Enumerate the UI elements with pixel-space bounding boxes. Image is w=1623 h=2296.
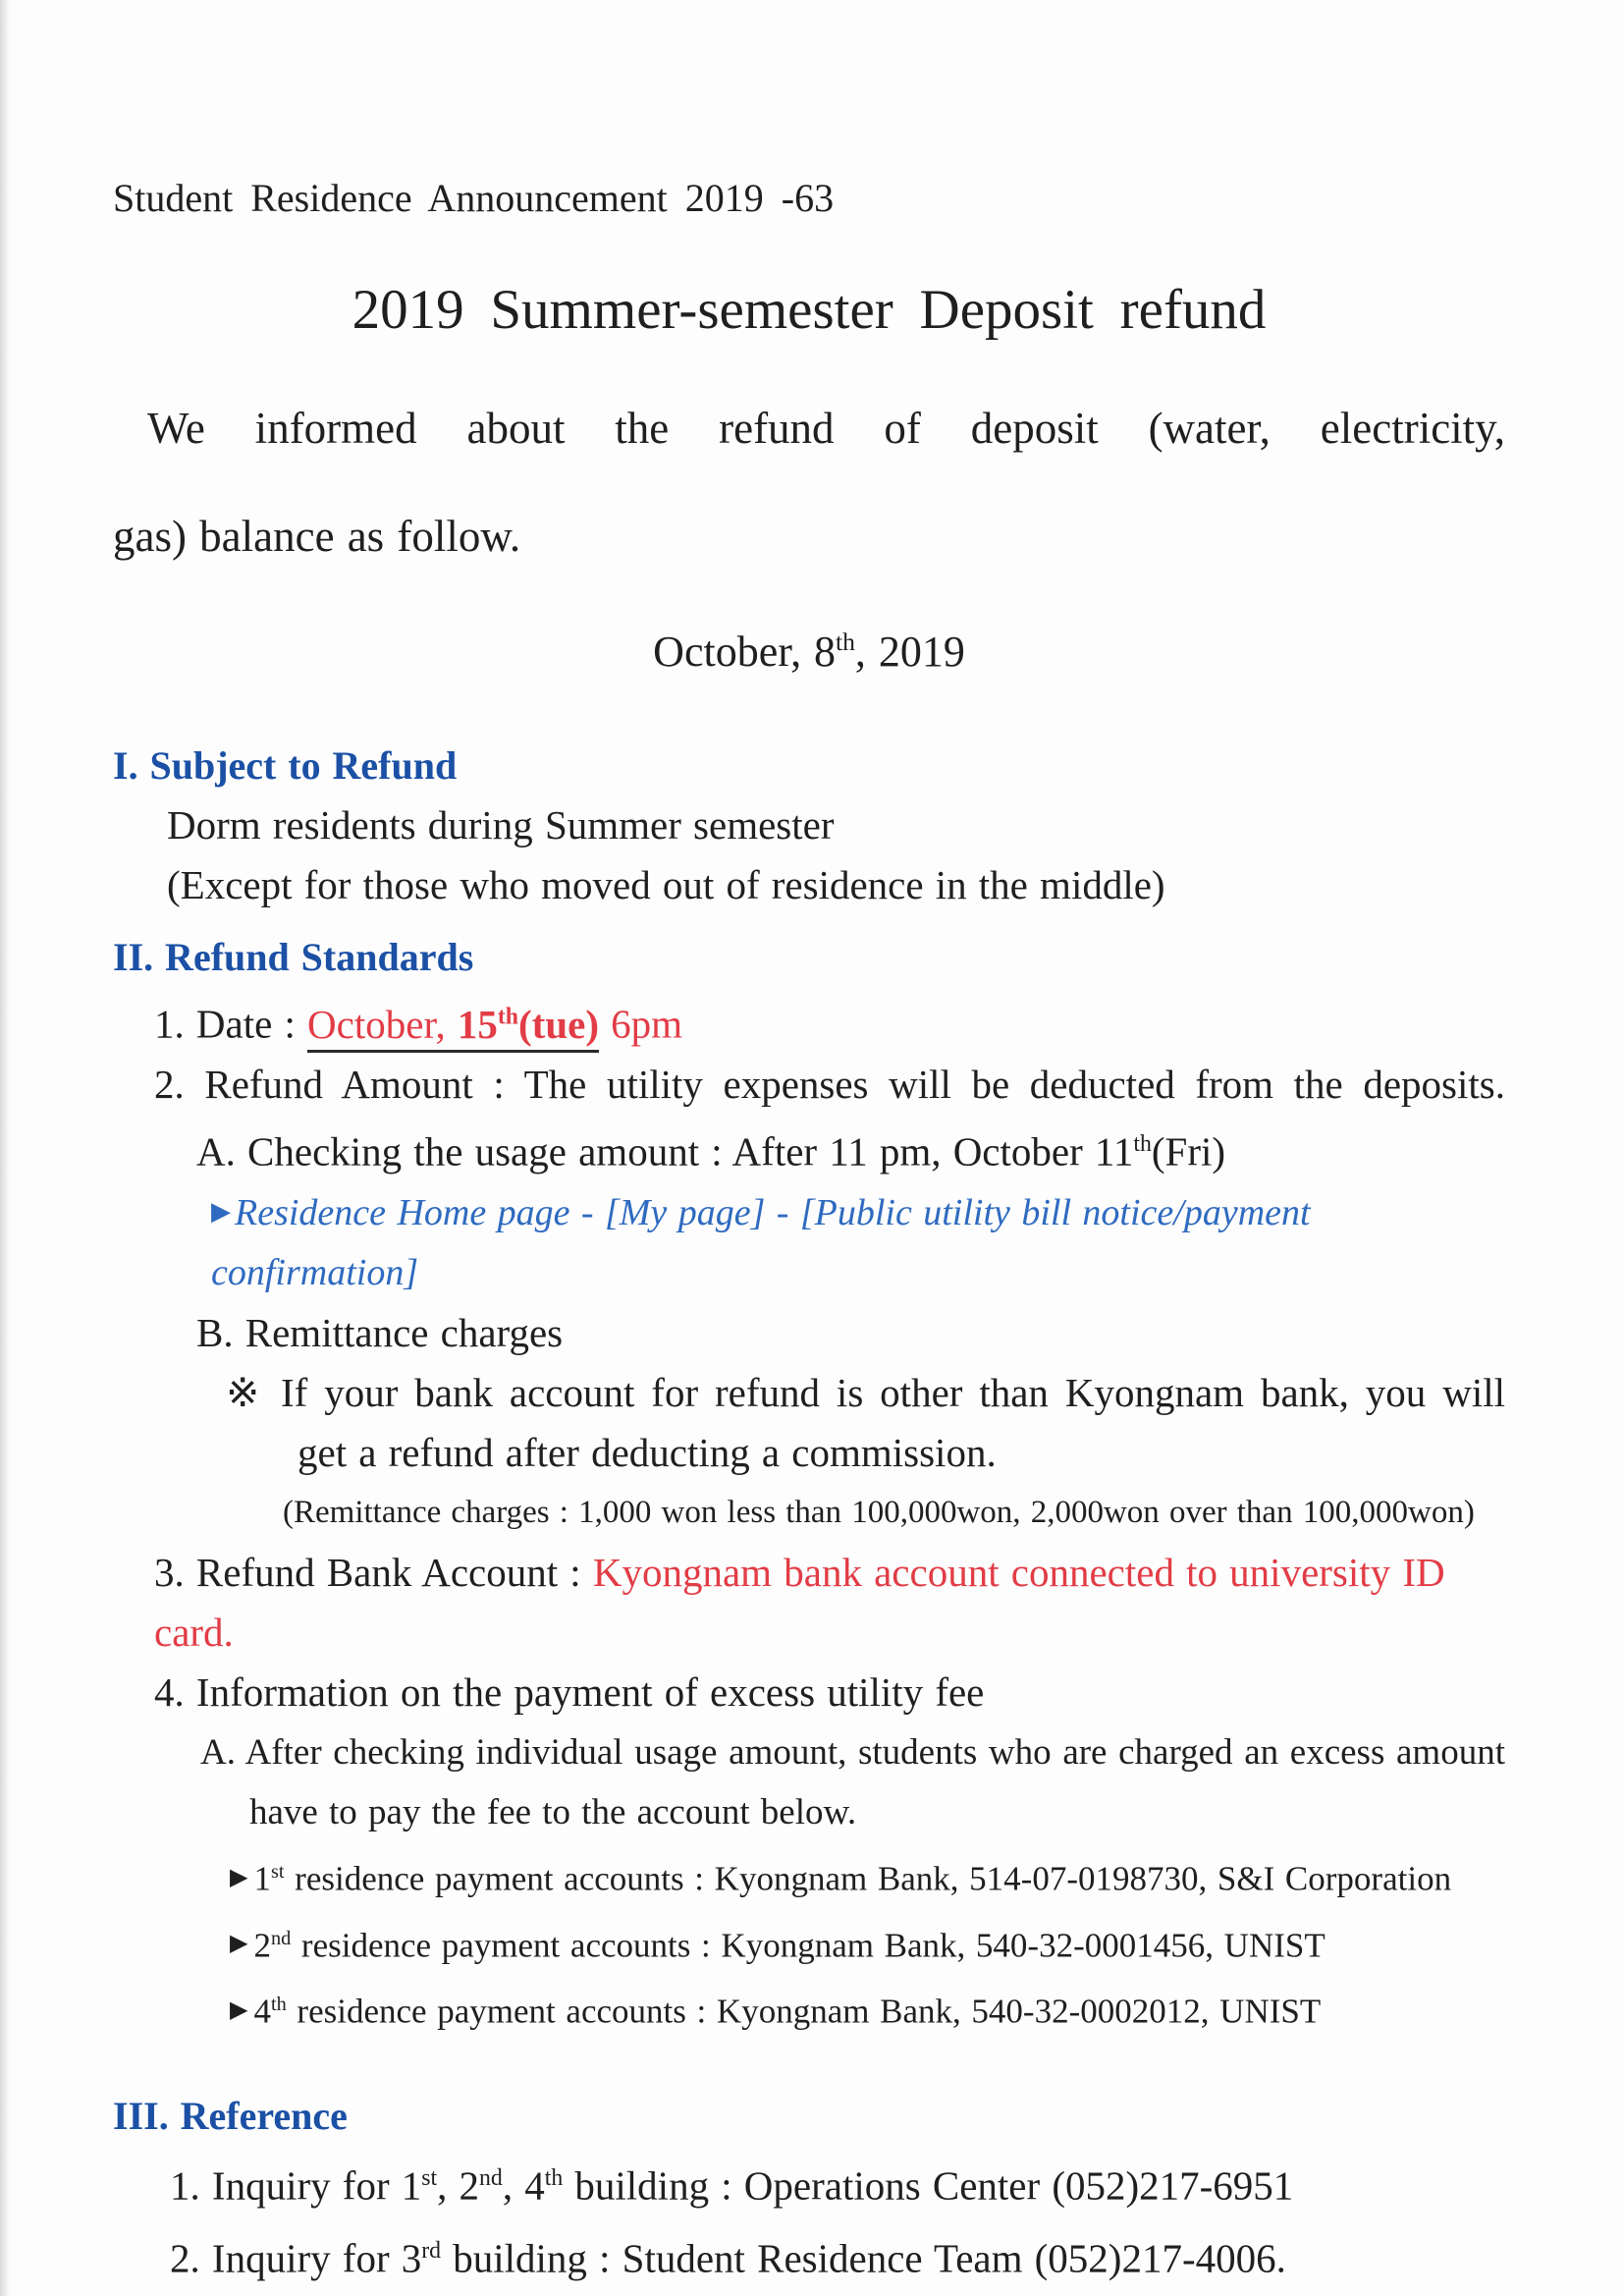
intro-line1: We informed about the refund of deposit (water, electricity, bbox=[147, 404, 1505, 453]
bank-account-highlight: Kyongnam bank account connected to university ID card. bbox=[154, 1550, 1445, 1656]
remittance-fineprint: (Remittance charges : 1,000 won less than 100,000won, 2,000won over than 100,000won) bbox=[283, 1495, 1475, 1531]
refund-date-line bbox=[113, 987, 1505, 1055]
section-3-heading: III. Reference bbox=[113, 2094, 348, 2139]
date-superscript: th bbox=[497, 1003, 519, 1029]
remittance-note-line2: get a refund after deducting a commission. bbox=[298, 1430, 997, 1476]
refund-time: 6pm bbox=[598, 1001, 683, 1047]
homepage-path-text: Residence Home page - [My page] - [Public utility bill notice/payment confirmation] bbox=[211, 1192, 1311, 1294]
refund-date-underlined: October, 15th(tue) bbox=[307, 1002, 599, 1053]
section-1-line2: (Except for those who moved out of residence in the middle) bbox=[167, 861, 1165, 907]
homepage-path-note bbox=[113, 1181, 1505, 1303]
announcement-date bbox=[113, 615, 1505, 679]
date-text-end: , 2019 bbox=[854, 627, 965, 676]
ordinal-superscript: th bbox=[544, 2165, 564, 2192]
refund-amount-line: 2. Refund Amount : The utility expenses will be deducted from the deposits. bbox=[154, 1061, 1505, 1107]
remittance-charges-line: B. Remittance charges bbox=[196, 1310, 564, 1356]
intro-line2: gas) balance as follow. bbox=[113, 512, 521, 561]
excess-fee-detail-line2: have to pay the fee to the account below. bbox=[249, 1792, 857, 1833]
payment-account-row: ▶ 2nd residence payment accounts : Kyongnam Bank, 540-32-0001456, UNIST bbox=[230, 1926, 1325, 1965]
inquiry-line-2: 2. Inquiry for 3rd building : Student Residence Team (052)217-4006. bbox=[170, 2235, 1286, 2281]
ordinal-superscript: nd bbox=[270, 1927, 292, 1949]
section-1-line1: Dorm residents during Summer semester bbox=[167, 801, 835, 847]
ordinal-superscript: rd bbox=[421, 2237, 442, 2264]
date-superscript: th bbox=[1133, 1130, 1152, 1157]
checking-usage-line: A. Checking the usage amount : After 11 pm, October 11th(Fri) bbox=[196, 1128, 1226, 1175]
page-title: 2019 Summer-semester Deposit refund bbox=[352, 279, 1267, 341]
arrow-bullet-icon: ▶ bbox=[230, 1864, 248, 1890]
arrow-bullet-icon: ▶ bbox=[230, 1997, 248, 2024]
ordinal-superscript: th bbox=[270, 1994, 287, 2016]
doc-number: Student Residence Announcement 2019 -63 bbox=[113, 176, 835, 220]
date-label: 1. Date : bbox=[154, 1001, 308, 1047]
section-1-heading: I. Subject to Refund bbox=[113, 742, 458, 788]
arrow-bullet-icon: ▶ bbox=[230, 1931, 248, 1957]
intro-paragraph bbox=[113, 374, 1505, 590]
date-text: October, 8 bbox=[653, 627, 837, 676]
inquiry-line-1: 1. Inquiry for 1st, 2nd, 4th building : Operations Center (052)217-6951 bbox=[170, 2162, 1294, 2209]
date-superscript: th bbox=[836, 628, 855, 656]
refund-bank-account-line: 3. Refund Bank Account : Kyongnam bank account connected to university ID card. bbox=[154, 1550, 1445, 1656]
ordinal-superscript: nd bbox=[479, 2165, 503, 2192]
excess-fee-detail-line1: A. After checking individual usage amount, students who are charged an excess amount bbox=[200, 1732, 1505, 1774]
ordinal-superscript: st bbox=[421, 2165, 438, 2192]
excess-fee-line: 4. Information on the payment of excess utility fee bbox=[154, 1669, 985, 1716]
ordinal-superscript: st bbox=[270, 1861, 285, 1884]
remittance-note-line1: ※ If your bank account for refund is other than Kyongnam bank, you will bbox=[226, 1370, 1505, 1416]
section-2-heading: II. Refund Standards bbox=[113, 934, 474, 979]
arrow-bullet-icon: ▶ bbox=[211, 1197, 231, 1227]
payment-account-row: ▶ 1st residence payment accounts : Kyongnam Bank, 514-07-0198730, S&I Corporation bbox=[230, 1859, 1452, 1898]
payment-account-row: ▶ 4th residence payment accounts : Kyongnam Bank, 540-32-0002012, UNIST bbox=[230, 1993, 1322, 2032]
